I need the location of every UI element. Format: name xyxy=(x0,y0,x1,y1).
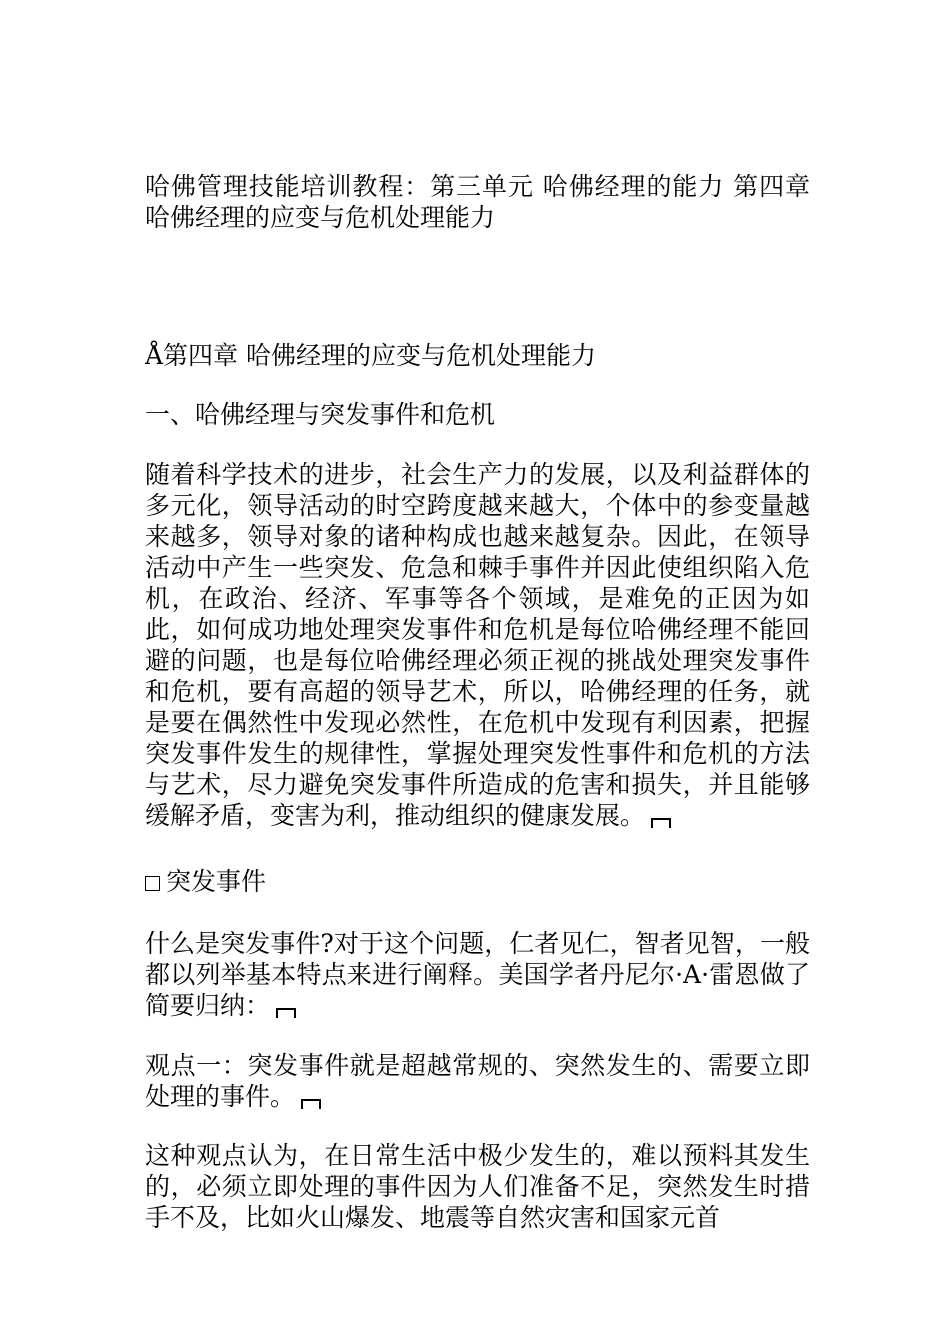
subsection-heading xyxy=(145,866,810,897)
section-heading: 一、哈佛经理与突发事件和危机 xyxy=(145,400,496,429)
paragraph-what xyxy=(145,928,810,1021)
checkbox-square-icon xyxy=(145,876,160,891)
paragraph-end-marker-icon xyxy=(651,818,671,828)
paragraph-intro xyxy=(145,459,810,831)
paragraph-this-text: 这种观点认为，在日常生活中极少发生的，难以预料其发生的，必须立即处理的事件因为人们准备不足，突然发生时措手不及，比如火山爆发、地震等自然灾害和国家元首 xyxy=(145,1141,810,1232)
paragraph-view1-text: 观点一：突发事件就是超越常规的、突然发生的、需要立即处理的事件。 xyxy=(145,1051,810,1111)
paragraph-end-marker-icon xyxy=(301,1099,321,1109)
paragraph-intro-text: 随着科学技术的进步，社会生产力的发展，以及利益群体的多元化，领导活动的时空跨度越来越大，个体中的参变量越来越多，领导对象的诸种构成也越来越复杂。因此，在领导活动中产生一些突发、危急和棘手事件并因此使组织陷入危机，在政治、经济、军事等各个领域，是难免的正因为如此，如何成功地处理突发事件和危机是每位哈佛经理不能回避的问题，也是每位哈佛经理必须正视的挑战处理突发事件和危机，要有高超的领导艺术，所以，哈佛经理的任务，就是要在偶然性中发现必然性，在危机中发现有利因素，把握突发事件发生的规律性，掌握处理突发性事件和危机的方法与艺术，尽力避免突发事件所造成的危害和损失，并且能够缓解矛盾，变害为利，推动组织的健康发展。 xyxy=(145,460,810,830)
paragraph-this xyxy=(145,1140,810,1233)
paragraph-end-marker-icon xyxy=(276,1008,296,1018)
subsection-heading-text: 突发事件 xyxy=(166,867,267,896)
paragraph-view1 xyxy=(145,1050,810,1112)
chapter-heading: Å第四章 哈佛经理的应变与危机处理能力 xyxy=(145,341,597,370)
paragraph-what-text: 什么是突发事件?对于这个问题，仁者见仁，智者见智，一般都以列举基本特点来进行阐释。美国学者丹尼尔·A·雷恩做了简要归纳： xyxy=(145,929,810,1020)
document-title: 哈佛管理技能培训教程：第三单元 哈佛经理的能力 第四章 哈佛经理的应变与危机处理能力 xyxy=(145,172,810,232)
